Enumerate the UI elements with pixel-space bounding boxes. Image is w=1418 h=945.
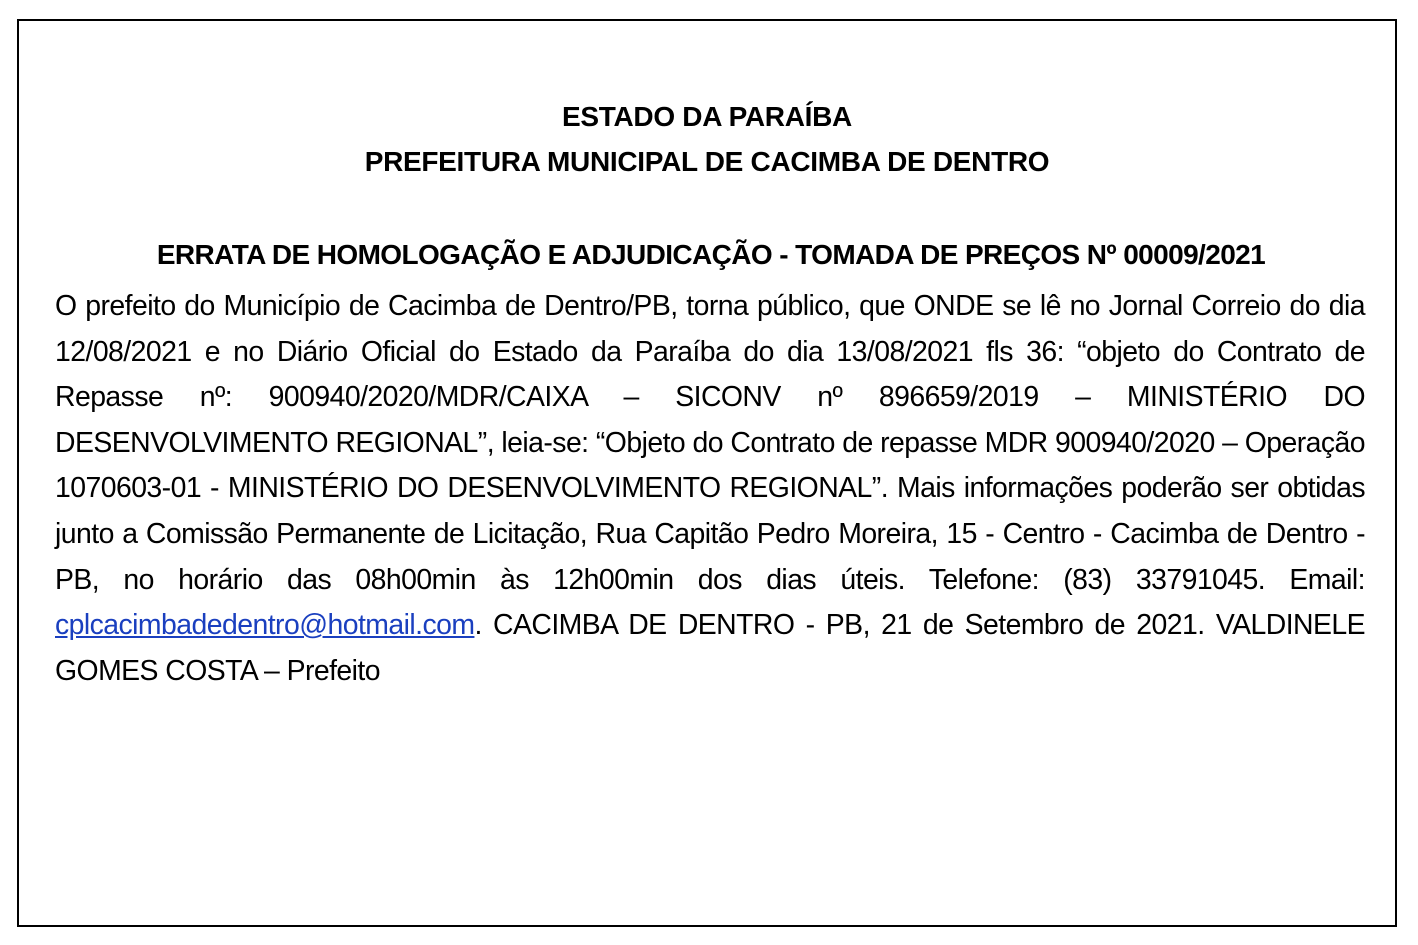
notice-body	[55, 284, 1365, 694]
state-heading: ESTADO DA PARAÍBA	[562, 101, 852, 132]
notice-frame	[17, 19, 1397, 927]
body-text-after-email: . CACIMBA DE DENTRO - PB, 21 de Setembro de 2021. VALDINELE GOMES COSTA – Prefeito	[55, 609, 1365, 687]
body-text-before-email: O prefeito do Município de Cacimba de Dentro/PB, torna público, que ONDE se lê no Jornal Correio do dia 12/08/2021 e no Diário Oficial do Estado da Paraíba do dia 13/08/2021 fls 36: “objeto do Contrato de Repasse nº: 900940/2020/MDR/CAIXA – SICONV nº 896659/2019 – MINISTÉRIO DO DESENVOLVIMENTO REGIONAL”, leia-se: “Objeto do Contrato de repasse MDR 900940/2020 – Operação 1070603-01 - MINISTÉRIO DO DESENVOLVIMENTO REGIONAL”. Mais informações poderão ser obtidas junto a Comissão Permanente de Licitação, Rua Capitão Pedro Moreira, 15 - Centro - Cacimba de Dentro - PB, no horário das 08h00min às 12h00min dos dias úteis. Telefone: (83) 33791045. Email:	[55, 290, 1365, 596]
errata-title: ERRATA DE HOMOLOGAÇÃO E ADJUDICAÇÃO - TOMADA DE PREÇOS Nº 00009/2021	[156, 239, 1266, 270]
email-link[interactable]: cplcacimbadedentro@hotmail.com	[55, 609, 475, 642]
prefecture-heading: PREFEITURA MUNICIPAL DE CACIMBA DE DENTRO	[364, 146, 1050, 177]
